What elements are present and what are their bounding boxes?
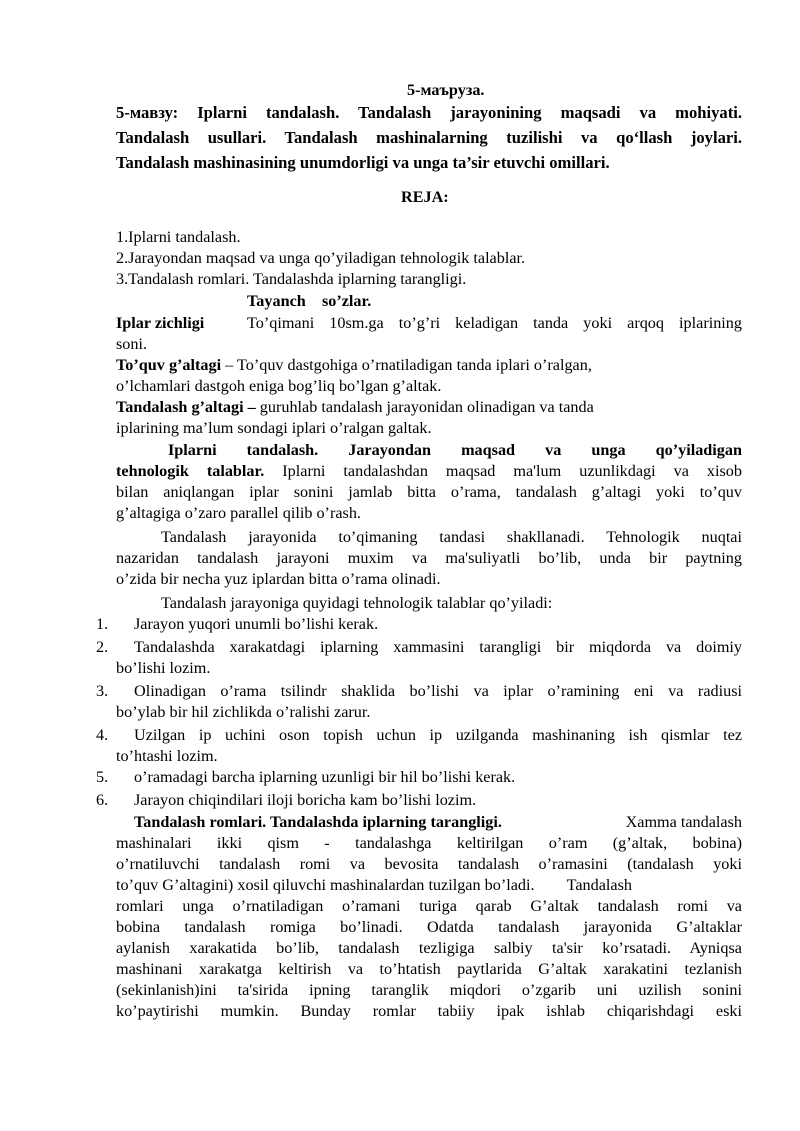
- req-number: 3.: [96, 682, 109, 700]
- section1-para2-line: o’zida bir necha yuz iplardan bitta o’rama olinadi.: [116, 570, 441, 588]
- section2-text-line: romlari unga o’rnatiladigan o’ramani turiga qarab G’altak tandalash romi va: [116, 897, 742, 915]
- term-toquv-galtagi-line: [116, 355, 592, 376]
- section1-text-line: g’altagiga o’zaro parallel qilib o’rash.: [116, 504, 361, 522]
- section1-heading-line2: [116, 461, 742, 482]
- term-tandalash-galtagi: Tandalash g’altagi –: [116, 398, 260, 416]
- term-tandalash-galtagi-def: guruhlab tandalash jarayonidan olinadigan va tanda: [259, 398, 594, 416]
- term-toquv-galtagi-def: – To’quv dastgohiga o’rnatiladigan tanda iplari o’ralgan,: [221, 356, 592, 374]
- section1-heading-rest: Iplarni tandalashdan maqsad ma'lum uzunlikdagi va xisob: [264, 462, 742, 480]
- topic-line-2: Tandalash usullari. Tandalash mashinalarning tuzilishi va qo‘llash joylari.: [116, 128, 742, 147]
- term-iplar-zichligi-def: To’qimani 10sm.ga to’g’ri keladigan tanda yoki arqoq iplarining: [247, 314, 742, 332]
- section1-heading-bold: tehnologik talablar.: [116, 462, 265, 480]
- term-tandalash-galtagi-def-cont: iplarining ma’lum sondagi iplari o’ralgan galtak.: [116, 419, 432, 437]
- section2-text-line: to’quv G’altagini) xosil qiluvchi mashinalardan tuzilgan bo’ladi. Tandalash: [116, 876, 632, 894]
- req-number: 2.: [96, 638, 109, 656]
- section1-para2-line: nazaridan tandalash jarayoni muxim va ma'suliyatli bo’lib, unda bir paytning: [116, 549, 742, 567]
- req-text-cont: bo’lishi lozim.: [116, 659, 211, 677]
- req-text: Tandalashda xarakatdagi iplarning xammasini tarangligi bir miqdorda va doimiy: [134, 638, 742, 656]
- topic-line-1: 5-мавзу: Iplarni tandalash. Tandalash jarayonining maqsadi va mohiyati.: [116, 103, 742, 122]
- section2-text-line: ko’paytirishi mumkin. Bunday romlar tabiiy ipak ishlab chiqarishdagi eski: [116, 1002, 742, 1020]
- req-text: Jarayon chiqindilari iloji boricha kam bo’lishi lozim.: [134, 791, 477, 809]
- section2-text-line: o’rnatiluvchi tandalash romi va bevosita tandalash o’ramasini (tandalash yoki: [116, 855, 742, 873]
- term-iplar-zichligi: Iplar zichligi: [116, 314, 205, 332]
- req-number: 5.: [96, 768, 109, 786]
- lecture-number: 5-маъруза.: [407, 81, 485, 99]
- section2-text-line: mashinani xarakatga keltirish va to’htatish paytlarida G’altak xarakatini tezlanish: [116, 960, 742, 978]
- section2-text-line: bobina tandalash romiga bo’linadi. Odatda tandalash jarayonida G’altaklar: [116, 918, 742, 936]
- req-text: Uzilgan ip uchini oson topish uchun ip uzilganda mashinaning ish qismlar tez: [134, 726, 742, 744]
- req-text: Jarayon yuqori unumli bo’lishi kerak.: [134, 615, 379, 633]
- section2-text-line: (sekinlanish)ini ta'sirida ipning taranglik miqdori o’zgarib uni uzilish sonini: [116, 981, 742, 999]
- section1-para3: Tandalash jarayoniga quyidagi tehnologik talablar qo’yiladi:: [161, 594, 553, 612]
- section1-para2-line: Tandalash jarayonida to’qimaning tandasi shakllanadi. Tehnologik nuqtai: [161, 528, 742, 546]
- plan-item-2: 2.Jarayondan maqsad va unga qo’yiladigan tehnologik talablar.: [116, 249, 526, 267]
- term-tandalash-galtagi-line: [116, 397, 594, 418]
- term-toquv-galtagi-def-cont: o’lchamlari dastgoh eniga bog’liq bo’lgan g’altak.: [116, 377, 442, 395]
- topic-line-3: Tandalash mashinasining unumdorligi va unga ta’sir etuvchi omillari.: [116, 153, 610, 172]
- req-text-cont: bo’ylab bir hil zichlikda o’ralishi zarur.: [116, 703, 371, 721]
- keywords-title: Tayanch so’zlar.: [247, 292, 372, 310]
- req-number: 4.: [96, 726, 109, 744]
- section2-first-line-rest: Xamma tandalash: [625, 813, 742, 831]
- term-toquv-galtagi: To’quv g’altagi: [116, 356, 222, 374]
- term-iplar-zichligi-def-cont: soni.: [116, 335, 148, 353]
- req-text: o’ramadagi barcha iplarning uzunligi bir hil bo’lishi kerak.: [134, 768, 516, 786]
- section1-text-line: bilan aniqlangan iplar sonini jamlab bitta o’rama, tandalash g’altagi yoki to’quv: [116, 483, 742, 501]
- section2-heading: Tandalash romlari. Tandalashda iplarning tarangligi.: [134, 813, 502, 831]
- req-number: 6.: [96, 791, 109, 809]
- req-number: 1.: [96, 615, 109, 633]
- section2-text-line: mashinalari ikki qism - tandalashga keltirilgan o’ram (g’altak, bobina): [116, 834, 742, 852]
- section2-first-line: [134, 812, 742, 833]
- section1-heading: Iplarni tandalash. Jarayondan maqsad va unga qo’yiladigan: [168, 441, 742, 459]
- section2-text-line: aylanish xarakatida bo’lib, tandalash tezligiga salbiy ta'sir ko’rsatadi. Ayniqsa: [116, 939, 742, 957]
- plan-item-3: 3.Tandalash romlari. Tandalashda iplarning tarangligi.: [116, 270, 467, 288]
- plan-title: REJA:: [401, 188, 449, 206]
- plan-item-1: 1.Iplarni tandalash.: [116, 228, 241, 246]
- req-text: Olinadigan o’rama tsilindr shaklida bo’lishi va iplar o’ramining eni va radiusi: [134, 682, 742, 700]
- req-text-cont: to’htashi lozim.: [116, 747, 218, 765]
